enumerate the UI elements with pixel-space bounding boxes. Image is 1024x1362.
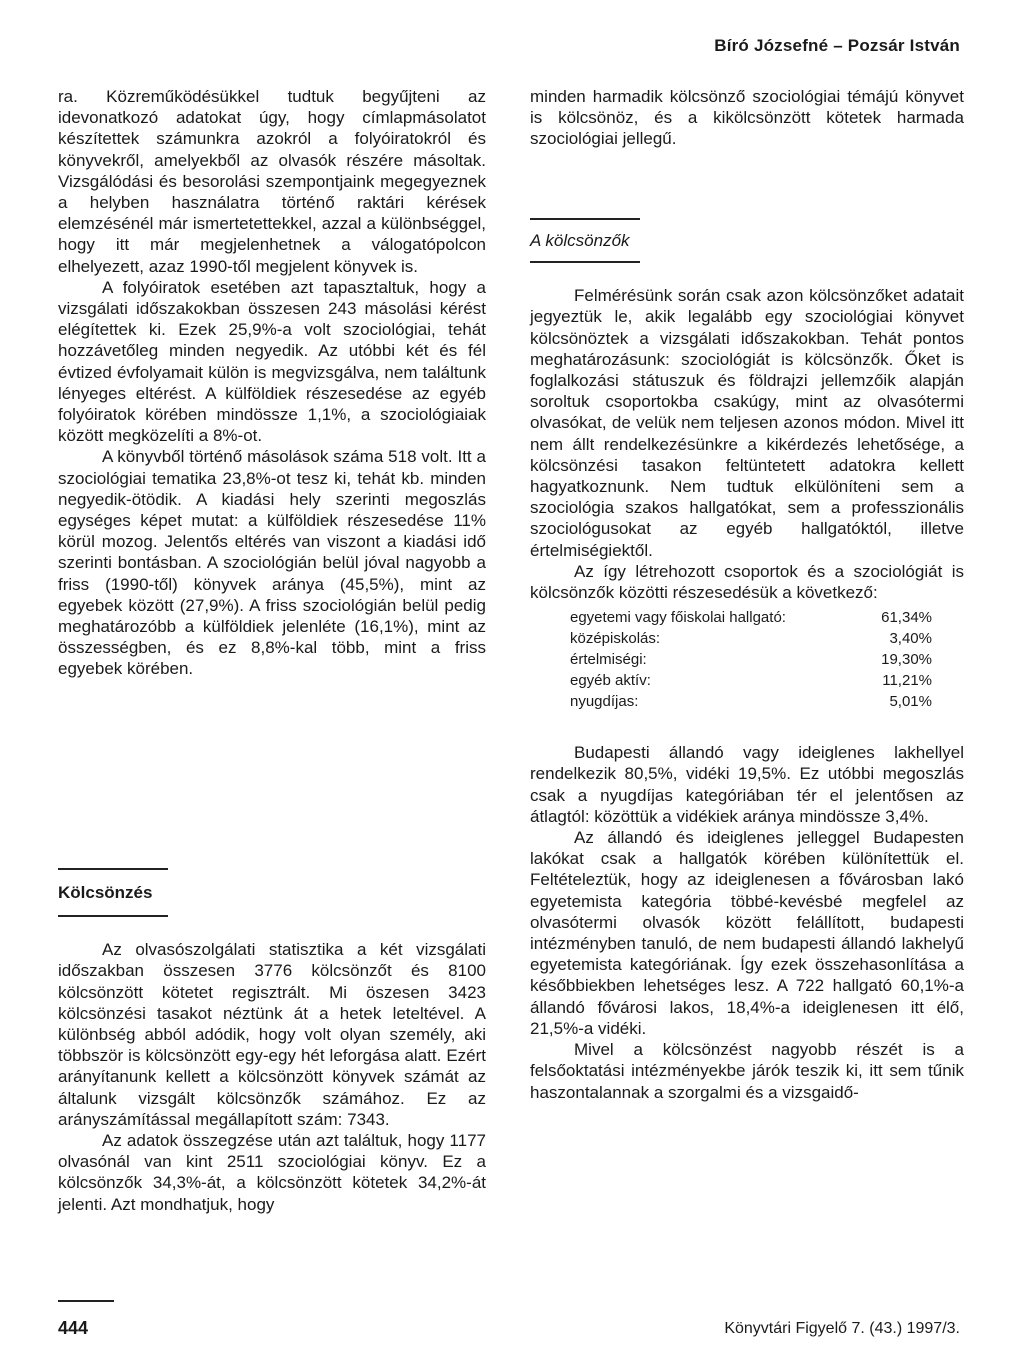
section-kolcsonzes [58,868,486,1215]
paragraph: Mivel a kölcsönzést nagyobb részét is a felsőoktatási intézményekbe járók teszik ki, itt sem tűnik haszontalannak a szorgalmi és a vizsgaidő- [530,1040,964,1102]
paragraph: Az állandó és ideiglenes jelleggel Budapesten lakókat csak a hallgatók körében különítettük el. Feltételeztük, hogy az ideiglenesen a fővárosban lakó egyetemista kategória többé-kevésbé megfelel az olvasótermi olvasók között felállított, budapesti intézményben tanuló, de nem budapesti állandó lakhelyű egyetemista kategóriának. Így ezek összehasonlítása a későbbiekben lehetséges lesz. A 722 hallgató 60,1%-a állandó fővárosi lakos, 18,4%-a ideiglenesen itt élő, 21,5%-a vidéki. [530,828,964,1038]
stats-value: 11,21% [882,672,932,690]
paragraph: minden harmadik kölcsönző szociológiai témájú könyvet is kölcsönöz, és a kikölcsönzött kötetek harmada szociológiai jellegű. [530,87,964,149]
stats-row [570,649,932,670]
stats-label: középiskolás: [570,630,661,648]
stats-row [570,691,932,712]
stats-label: nyugdíjas: [570,693,639,711]
journal-citation: Könyvtári Figyelő 7. (43.) 1997/3. [724,1320,960,1337]
stats-label: egyetemi vagy főiskolai hallgató: [570,609,786,627]
paragraph: A folyóiratok esetében azt tapasztaltuk, hogy a vizsgálati időszakokban összesen 243 másolási kérést elégítettek ki. Ezek 25,9%-a volt szociológiai, tehát hozzávetőleg minden negyedik. Az utóbbi két és fél évtized évfolyamait külön is megvizsgálva, nem találtunk lényeges eltérést. A külföldiek részesedése az egyéb folyóiratok körében mindössze 1,1%, a szociológiaiak között megközelíti a 8%-ot. [58,277,486,446]
paragraph: Az így létrehozott csoportok és a szociológiát is kölcsönzők közötti részesedésük a következő: [530,561,964,603]
stats-row [570,607,932,628]
section-rule [530,261,640,263]
section-rule [530,218,640,220]
stats-value: 61,34% [881,609,932,627]
right-column-intro [530,86,964,150]
stats-label: egyéb aktív: [570,672,651,690]
paragraph: Az olvasószolgálati statisztika a két vizsgálati időszakban összesen 3776 kölcsönzőt és 8100 kölcsönzött kötetet regisztrált. Mi öszesen 3423 kölcsönzési tasakot néztünk át a hetek leteltével. A különbség abból adódik, hogy volt olyan személy, aki többször is kölcsönzött egy-egy hét leforgása alatt. Ezért arányítanunk kellett a kölcsönzött könyvek számát az általunk vizsgált kölcsönzők számához. Ez az arányszámítással megállapított szám: 7343. [58,940,486,1129]
stats-label: értelmiségi: [570,651,647,669]
paragraph: Budapesti állandó vagy ideiglenes lakhellyel rendelkezik 80,5%, vidéki 19,5%. Ez utóbbi megoszlás csak a nyugdíjas kategóriában tér el jelentősen az átlagtól: közöttük a vidékiek aránya mindössze 3,4%. [530,743,964,826]
paragraph: A könyvből történő másolások száma 518 volt. Itt a szociológiai tematika 23,8%-ot tesz ki, tehát kb. minden negyedik-ötödik. A kiadási hely szerinti megoszlás egységes képet mutat: a külföldiek részesedése 11% körül mozog. Jelentős eltérés van viszont a kiadási idő szerinti bontásban. A szociológián belül jóval nagyobb a friss (1990-től) könyvek aránya (45,5%), mint az egyebek között (27,9%). A friss szociológián belül pedig meghatározóbb a külföldiek jelenléte (16,1%), mint az összességben, és ez 8,8%-kal több, mint a friss egyebek körében. [58,447,486,679]
section-title: Kölcsönzés [58,883,153,902]
stats-row [570,670,932,691]
stats-value: 3,40% [889,630,932,648]
paragraph: Az adatok összegzése után azt találtuk, hogy 1177 olvasónál van kint 2511 szociológiai könyv. Ez a kölcsönzők 34,3%-át, a kölcsönzött kötetek 34,2%-át jelenti. Azt mondhatjuk, hogy [58,1131,486,1214]
stats-table [570,607,932,712]
left-column [58,86,486,680]
section-rule [58,915,168,917]
footer-rule [58,1300,114,1302]
section-title: A kölcsönzők [530,231,630,250]
stats-value: 5,01% [889,693,932,711]
section-rule [58,868,168,870]
section-kolcsonzok [530,218,964,1103]
stats-value: 19,30% [881,651,932,669]
paragraph: ra. Közreműködésükkel tudtuk begyűjteni az idevonatkozó adatokat úgy, hogy címlapmásolatot készítettek számunkra azokról a folyóiratokról és könyvekről, amelyekből az olvasók részére másoltak. Vizsgálódási és besorolási szempontjaink megegyeznek a helyben használatra történő raktári kérések elemzésénél már ismertetettekkel, azzal a különbséggel, hogy itt már megjelenhetnek a válogatópolcon elhelyezett, azaz 1990-től megjelent könyvek is. [58,87,486,276]
running-header: Bíró Józsefné – Pozsár István [714,36,960,55]
paragraph: Felmérésünk során csak azon kölcsönzőket adatait jegyeztük le, akik legalább egy szociológiai könyvet kölcsönöztek a vizsgálati időszakokban. Tehát pontos meghatározásunk: szociológiát is kölcsönzők. Őket is foglalkozási státuszuk és földrajzi jellemzőik alapján soroltuk csoportokba csakúgy, mint az olvasótermi olvasókat, de velük nem teljesen azonos módon. Mivel itt nem állt rendelkezésünkre a kikérdezés lehetősége, a kölcsönzési tasakon feltüntetett adatokra kellett hagyatkoznunk. Nem tudtuk elkülöníteni sem a szociológia szakos hallgatókat, sem a professzionális szociológusokat az egyéb hallgatóktól, illetve értelmiségiektől. [530,286,964,560]
page-number: 444 [58,1318,89,1338]
stats-row [570,628,932,649]
